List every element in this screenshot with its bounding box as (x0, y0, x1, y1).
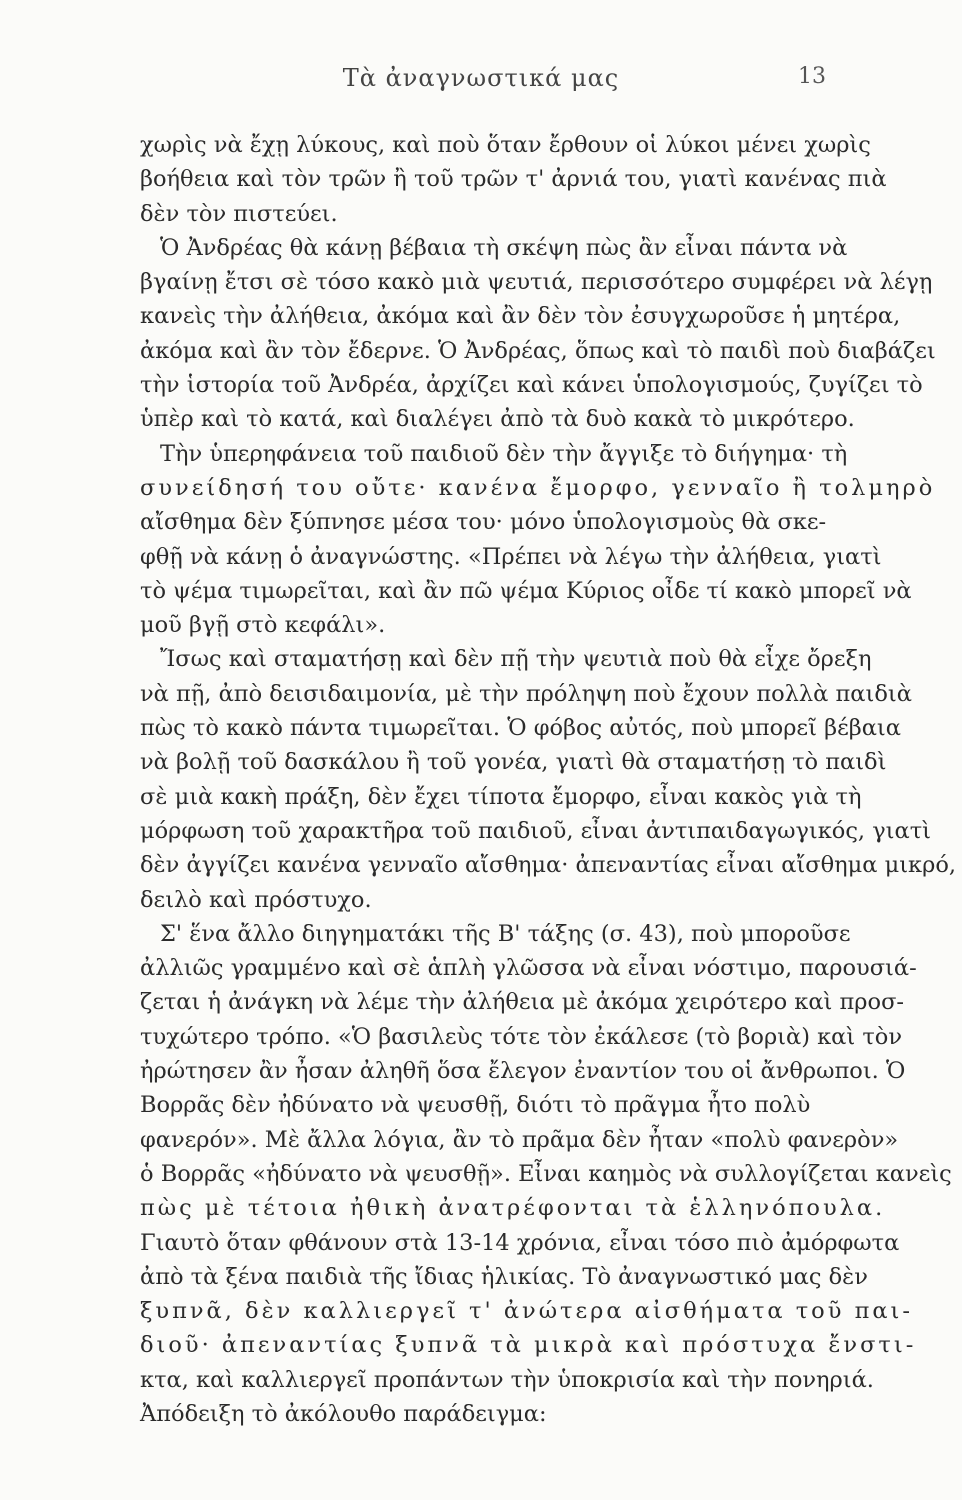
text-line: πὼς μὲ τέτοια ἠθικὴ ἀνατρέφονται τὰ ἑλληνόπουλα. (140, 1195, 886, 1222)
text-line: τὴν ἱστορία τοῦ Ἀνδρέα, ἀρχίζει καὶ κάνει ὑπολογισμούς, ζυγίζει τὸ (140, 372, 923, 399)
running-title: Τὰ ἀναγνωστικά μας (342, 64, 620, 92)
text-line: ἀπὸ τὰ ξένα παιδιὰ τῆς ἴδιας ἡλικίας. Τὸ ἀναγνωστικό μας δὲν (140, 1263, 868, 1290)
body-text (140, 128, 957, 1431)
text-line: Τὴν ὑπερηφάνεια τοῦ παιδιοῦ δὲν τὴν ἄγγιξε τὸ διήγημα· τὴ (160, 440, 848, 467)
text-line: ὁ Βορρᾶς «ἠδύνατο νὰ ψευσθῇ». Εἶναι καημὸς νὰ συλλογίζεται κανεὶς (140, 1160, 952, 1187)
text-line: ὑπὲρ καὶ τὸ κατά, καὶ διαλέγει ἀπὸ τὰ δυὸ κακὰ τὸ μικρότερο. (140, 406, 855, 433)
text-line: χωρὶς νὰ ἔχῃ λύκους, καὶ ποὺ ὅταν ἔρθουν οἱ λύκοι μένει χωρὶς (140, 132, 871, 158)
text-line: φθῇ νὰ κάνῃ ὁ ἀναγνώστης. «Πρέπει νὰ λέγω τὴν ἀλήθεια, γιατὶ (140, 543, 882, 570)
running-head (0, 64, 962, 104)
text-line: δὲν ἀγγίζει κανένα γενναῖο αἴσθημα· ἀπεναντίας εἶναι αἴσθημα μικρό, (140, 852, 957, 879)
text-line: δειλὸ καὶ πρόστυχο. (140, 886, 372, 913)
text-line: μοῦ βγῇ στὸ κεφάλι». (140, 612, 386, 639)
text-line: ζεται ἡ ἀνάγκη νὰ λέμε τὴν ἀλήθεια μὲ ἀκόμα χειρότερο καὶ προσ- (140, 989, 905, 1016)
text-line: αἴσθημα δὲν ξύπνησε μέσα του· μόνο ὑπολογισμοὺς θὰ σκε- (140, 509, 827, 536)
text-line: Σ' ἕνα ἄλλο διηγηματάκι τῆς Β' τάξης (σ. 43), ποὺ μποροῦσε (160, 920, 851, 947)
text-line: νὰ πῇ, ἀπὸ δεισιδαιμονία, μὲ τὴν πρόληψη ποὺ ἔχουν πολλὰ παιδιὰ (140, 680, 912, 707)
text-line: δὲν τὸν πιστεύει. (140, 200, 338, 227)
text-line: ξυπνᾶ, δὲν καλλιεργεῖ τ' ἀνώτερα αἰσθήματα τοῦ παι- (140, 1298, 913, 1325)
text-line: κτα, καὶ καλλιεργεῖ προπάντων τὴν ὑποκρισία καὶ τὴν πονηριά. (140, 1366, 874, 1393)
text-line: πὼς τὸ κακὸ πάντα τιμωρεῖται. Ὁ φόβος αὐτός, ποὺ μπορεῖ βέβαια (140, 715, 901, 742)
text-line: ἀλλιῶς γραμμένο καὶ σὲ ἁπλὴ γλῶσσα νὰ εἶναι νόστιμο, παρουσιά- (140, 955, 917, 982)
text-line: Βορρᾶς δὲν ἠδύνατο νὰ ψευσθῇ, διότι τὸ πρᾶγμα ἦτο πολὺ (140, 1092, 811, 1119)
text-line: Ὁ Ἀνδρέας θὰ κάνῃ βέβαια τὴ σκέψη πὼς ἂν εἶναι πάντα νὰ (160, 234, 848, 261)
text-line: βοήθεια καὶ τὸν τρῶν ἢ τοῦ τρῶν τ' ἀρνιά του, γιατὶ κανένας πιὰ (140, 166, 887, 193)
text-line: κανεὶς τὴν ἀλήθεια, ἀκόμα καὶ ἂν δὲν τὸν ἐσυγχωροῦσε ἡ μητέρα, (140, 303, 901, 330)
text-line: μόρφωση τοῦ χαρακτῆρα τοῦ παιδιοῦ, εἶναι ἀντιπαιδαγωγικός, γιατὶ (140, 817, 931, 844)
text-line: νὰ βολῇ τοῦ δασκάλου ἢ τοῦ γονέα, γιατὶ θὰ σταματήσῃ τὸ παιδὶ (140, 749, 887, 776)
text-line: Ἴσως καὶ σταματήσῃ καὶ δὲν πῇ τὴν ψευτιὰ ποὺ θὰ εἶχε ὄρεξη (160, 646, 872, 673)
text-line: ἀκόμα καὶ ἂν τὸν ἔδερνε. Ὁ Ἀνδρέας, ὅπως καὶ τὸ παιδὶ ποὺ διαβάζει (140, 337, 936, 364)
text-line: τυχώτερο τρόπο. «Ὁ βασιλεὺς τότε τὸν ἐκάλεσε (τὸ βοριὰ) καὶ τὸν (140, 1023, 903, 1050)
text-line: Ἀπόδειξη τὸ ἀκόλουθο παράδειγμα: (140, 1400, 547, 1427)
text-line: φανερόν». Μὲ ἄλλα λόγια, ἂν τὸ πρᾶμα δὲν ἦταν «πολὺ φανερὸν» (140, 1126, 899, 1153)
page-number: 13 (798, 64, 826, 89)
text-line: συνείδησή του οὔτε· κανένα ἔμορφο, γενναῖο ἢ τολμηρὸ (140, 474, 936, 501)
text-line: διοῦ· ἀπεναντίας ξυπνᾶ τὰ μικρὰ καὶ πρόστυχα ἔνστι- (140, 1332, 917, 1359)
text-line: τὸ ψέμα τιμωρεῖται, καὶ ἂν πῶ ψέμα Κύριος οἶδε τί κακὸ μπορεῖ νὰ (140, 577, 912, 604)
text-line: σὲ μιὰ κακὴ πράξη, δὲν ἔχει τίποτα ἔμορφο, εἶναι κακὸς γιὰ τὴ (140, 783, 862, 810)
text-line: Γιαυτὸ ὅταν φθάνουν στὰ 13-14 χρόνια, εἶναι τόσο πιὸ ἀμόρφωτα (140, 1229, 900, 1256)
text-line: βγαίνῃ ἔτσι σὲ τόσο κακὸ μιὰ ψευτιά, περισσότερο συμφέρει νὰ λέγῃ (140, 269, 933, 296)
text-line: ἠρώτησεν ἂν ἦσαν ἀληθῆ ὅσα ἔλεγον ἐναντίον του οἱ ἄνθρωποι. Ὁ (140, 1058, 906, 1085)
